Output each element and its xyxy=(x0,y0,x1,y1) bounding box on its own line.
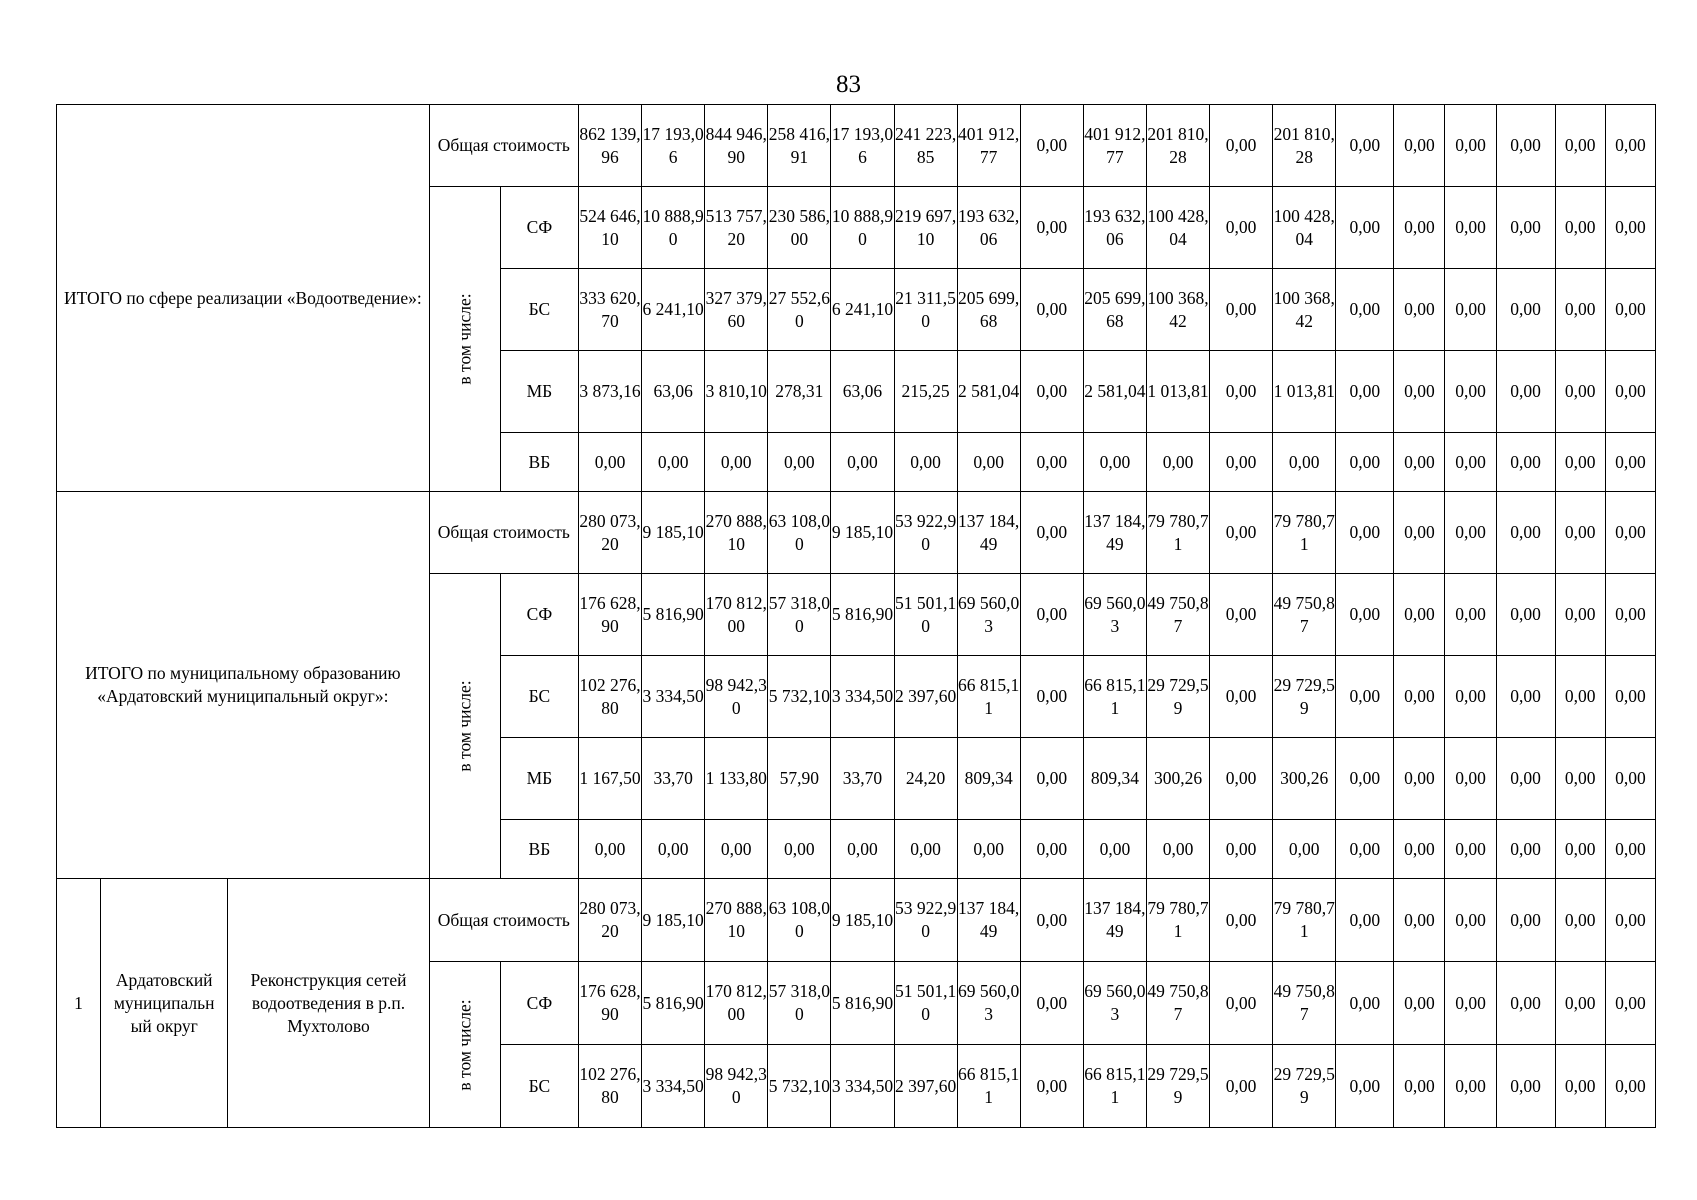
value-cell: 79 780,71 xyxy=(1273,492,1336,574)
value-cell: 0,00 xyxy=(1083,820,1146,879)
value-cell: 0,00 xyxy=(1020,492,1083,574)
in-that-number-text: в том числе: xyxy=(454,998,475,1091)
value-cell: 0,00 xyxy=(894,820,957,879)
value-cell: 0,00 xyxy=(1445,1045,1496,1128)
value-cell: 278,31 xyxy=(768,351,831,433)
value-cell: 9 185,10 xyxy=(642,492,705,574)
value-cell: 0,00 xyxy=(1210,879,1273,962)
value-cell: 29 729,59 xyxy=(1146,1045,1209,1128)
value-cell: 0,00 xyxy=(1496,738,1555,820)
value-cell: 205 699,68 xyxy=(1083,269,1146,351)
value-cell: 3 810,10 xyxy=(705,351,768,433)
value-cell: 102 276,80 xyxy=(578,1045,641,1128)
value-cell: 0,00 xyxy=(768,433,831,492)
fund-label: ВБ xyxy=(500,820,578,879)
value-cell: 300,26 xyxy=(1146,738,1209,820)
value-cell: 0,00 xyxy=(1210,492,1273,574)
value-cell: 0,00 xyxy=(1394,656,1445,738)
value-cell: 24,20 xyxy=(894,738,957,820)
value-cell: 0,00 xyxy=(1605,574,1655,656)
value-cell: 193 632,06 xyxy=(1083,187,1146,269)
value-cell: 137 184,49 xyxy=(957,492,1020,574)
value-cell: 53 922,90 xyxy=(894,879,957,962)
value-cell: 0,00 xyxy=(1555,574,1605,656)
value-cell: 401 912,77 xyxy=(1083,105,1146,187)
value-cell: 0,00 xyxy=(1394,574,1445,656)
value-cell: 0,00 xyxy=(1605,656,1655,738)
value-cell: 0,00 xyxy=(1605,351,1655,433)
value-cell: 0,00 xyxy=(1555,962,1605,1045)
value-cell: 2 397,60 xyxy=(894,656,957,738)
value-cell: 2 581,04 xyxy=(957,351,1020,433)
value-cell: 0,00 xyxy=(1394,187,1445,269)
fund-label: СФ xyxy=(500,962,578,1045)
value-cell: 0,00 xyxy=(1210,820,1273,879)
value-cell: 3 334,50 xyxy=(642,656,705,738)
value-cell: 63 108,00 xyxy=(768,492,831,574)
value-cell: 5 732,10 xyxy=(768,656,831,738)
total-cost-label: Общая стоимость xyxy=(429,879,578,962)
table-row xyxy=(57,492,1656,574)
value-cell: 0,00 xyxy=(1445,269,1496,351)
value-cell: 29 729,59 xyxy=(1273,1045,1336,1128)
value-cell: 0,00 xyxy=(1336,820,1394,879)
value-cell: 0,00 xyxy=(1394,879,1445,962)
fund-label: СФ xyxy=(500,574,578,656)
value-cell: 0,00 xyxy=(1605,269,1655,351)
value-cell: 69 560,03 xyxy=(957,574,1020,656)
value-cell: 809,34 xyxy=(957,738,1020,820)
value-cell: 66 815,11 xyxy=(1083,656,1146,738)
value-cell: 0,00 xyxy=(1146,433,1209,492)
fund-label: БС xyxy=(500,1045,578,1128)
value-cell: 0,00 xyxy=(1210,433,1273,492)
value-cell: 0,00 xyxy=(1496,351,1555,433)
value-cell: 3 334,50 xyxy=(831,656,894,738)
value-cell: 69 560,03 xyxy=(957,962,1020,1045)
value-cell: 0,00 xyxy=(1336,879,1394,962)
value-cell: 201 810,28 xyxy=(1146,105,1209,187)
value-cell: 3 873,16 xyxy=(578,351,641,433)
value-cell: 9 185,10 xyxy=(831,492,894,574)
value-cell: 0,00 xyxy=(1020,1045,1083,1128)
value-cell: 0,00 xyxy=(1020,656,1083,738)
value-cell: 0,00 xyxy=(1555,738,1605,820)
section-title: ИТОГО по муниципальному образованию «Ардатовский муниципальный округ»: xyxy=(57,492,430,879)
value-cell: 0,00 xyxy=(1210,351,1273,433)
value-cell: 280 073,20 xyxy=(578,879,641,962)
value-cell: 0,00 xyxy=(1083,433,1146,492)
value-cell: 844 946,90 xyxy=(705,105,768,187)
value-cell: 0,00 xyxy=(1020,351,1083,433)
value-cell: 193 632,06 xyxy=(957,187,1020,269)
value-cell: 57,90 xyxy=(768,738,831,820)
value-cell: 33,70 xyxy=(642,738,705,820)
value-cell: 10 888,90 xyxy=(831,187,894,269)
value-cell: 0,00 xyxy=(1445,879,1496,962)
value-cell: 0,00 xyxy=(1496,105,1555,187)
value-cell: 57 318,00 xyxy=(768,962,831,1045)
value-cell: 0,00 xyxy=(705,820,768,879)
in-that-number-text: в том числе: xyxy=(454,680,475,772)
value-cell: 0,00 xyxy=(1496,492,1555,574)
value-cell: 280 073,20 xyxy=(578,492,641,574)
value-cell: 2 397,60 xyxy=(894,1045,957,1128)
value-cell: 9 185,10 xyxy=(831,879,894,962)
in-that-number-label xyxy=(429,187,500,492)
value-cell: 100 428,04 xyxy=(1273,187,1336,269)
value-cell: 0,00 xyxy=(1210,269,1273,351)
value-cell: 0,00 xyxy=(768,820,831,879)
value-cell: 66 815,11 xyxy=(957,656,1020,738)
value-cell: 63,06 xyxy=(642,351,705,433)
project-name: Реконструкция сетей водоотведения в р.п. Мухтолово xyxy=(228,879,429,1128)
value-cell: 1 133,80 xyxy=(705,738,768,820)
value-cell: 100 368,42 xyxy=(1273,269,1336,351)
value-cell: 0,00 xyxy=(1555,351,1605,433)
value-cell: 3 334,50 xyxy=(831,1045,894,1128)
fund-label: ВБ xyxy=(500,433,578,492)
fund-label: МБ xyxy=(500,738,578,820)
value-cell: 0,00 xyxy=(1445,492,1496,574)
value-cell: 69 560,03 xyxy=(1083,962,1146,1045)
value-cell: 0,00 xyxy=(1555,879,1605,962)
value-cell: 0,00 xyxy=(1210,962,1273,1045)
value-cell: 49 750,87 xyxy=(1273,962,1336,1045)
value-cell: 0,00 xyxy=(1605,105,1655,187)
in-that-number-label xyxy=(429,574,500,879)
value-cell: 0,00 xyxy=(1555,105,1605,187)
value-cell: 0,00 xyxy=(1445,962,1496,1045)
value-cell: 219 697,10 xyxy=(894,187,957,269)
value-cell: 79 780,71 xyxy=(1146,879,1209,962)
value-cell: 0,00 xyxy=(642,820,705,879)
value-cell: 0,00 xyxy=(1020,574,1083,656)
value-cell: 170 812,00 xyxy=(705,962,768,1045)
value-cell: 513 757,20 xyxy=(705,187,768,269)
value-cell: 63,06 xyxy=(831,351,894,433)
value-cell: 0,00 xyxy=(1496,574,1555,656)
in-that-number-text: в том числе: xyxy=(454,293,475,385)
value-cell: 0,00 xyxy=(1146,820,1209,879)
value-cell: 0,00 xyxy=(1445,820,1496,879)
value-cell: 0,00 xyxy=(1210,1045,1273,1128)
value-cell: 0,00 xyxy=(1605,433,1655,492)
value-cell: 6 241,10 xyxy=(831,269,894,351)
value-cell: 49 750,87 xyxy=(1146,962,1209,1045)
value-cell: 0,00 xyxy=(642,433,705,492)
value-cell: 0,00 xyxy=(1445,574,1496,656)
value-cell: 0,00 xyxy=(1555,492,1605,574)
fund-label: БС xyxy=(500,656,578,738)
value-cell: 300,26 xyxy=(1273,738,1336,820)
value-cell: 0,00 xyxy=(1336,351,1394,433)
value-cell: 241 223,85 xyxy=(894,105,957,187)
value-cell: 0,00 xyxy=(1394,492,1445,574)
value-cell: 0,00 xyxy=(1496,269,1555,351)
value-cell: 137 184,49 xyxy=(1083,492,1146,574)
value-cell: 3 334,50 xyxy=(642,1045,705,1128)
value-cell: 0,00 xyxy=(1394,738,1445,820)
value-cell: 1 013,81 xyxy=(1273,351,1336,433)
value-cell: 17 193,06 xyxy=(642,105,705,187)
value-cell: 9 185,10 xyxy=(642,879,705,962)
value-cell: 57 318,00 xyxy=(768,574,831,656)
value-cell: 333 620,70 xyxy=(578,269,641,351)
value-cell: 0,00 xyxy=(578,433,641,492)
value-cell: 0,00 xyxy=(1445,351,1496,433)
value-cell: 0,00 xyxy=(1273,820,1336,879)
value-cell: 51 501,10 xyxy=(894,574,957,656)
value-cell: 0,00 xyxy=(1605,1045,1655,1128)
value-cell: 0,00 xyxy=(1605,187,1655,269)
value-cell: 0,00 xyxy=(1496,433,1555,492)
value-cell: 0,00 xyxy=(1210,105,1273,187)
value-cell: 0,00 xyxy=(1394,820,1445,879)
value-cell: 0,00 xyxy=(1496,820,1555,879)
value-cell: 0,00 xyxy=(1394,105,1445,187)
value-cell: 524 646,10 xyxy=(578,187,641,269)
value-cell: 100 428,04 xyxy=(1146,187,1209,269)
value-cell: 0,00 xyxy=(1210,738,1273,820)
value-cell: 0,00 xyxy=(1336,105,1394,187)
value-cell: 862 139,96 xyxy=(578,105,641,187)
value-cell: 0,00 xyxy=(1020,879,1083,962)
value-cell: 0,00 xyxy=(1555,433,1605,492)
value-cell: 176 628,90 xyxy=(578,574,641,656)
value-cell: 809,34 xyxy=(1083,738,1146,820)
value-cell: 6 241,10 xyxy=(642,269,705,351)
fund-label: СФ xyxy=(500,187,578,269)
value-cell: 1 013,81 xyxy=(1146,351,1209,433)
value-cell: 0,00 xyxy=(1210,656,1273,738)
value-cell: 0,00 xyxy=(1020,738,1083,820)
value-cell: 0,00 xyxy=(1496,879,1555,962)
value-cell: 27 552,60 xyxy=(768,269,831,351)
value-cell: 401 912,77 xyxy=(957,105,1020,187)
section-title: ИТОГО по сфере реализации «Водоотведение»: xyxy=(57,105,430,492)
value-cell: 0,00 xyxy=(1336,656,1394,738)
value-cell: 0,00 xyxy=(1555,269,1605,351)
value-cell: 0,00 xyxy=(1020,269,1083,351)
value-cell: 201 810,28 xyxy=(1273,105,1336,187)
value-cell: 49 750,87 xyxy=(1273,574,1336,656)
value-cell: 0,00 xyxy=(1336,962,1394,1045)
value-cell: 137 184,49 xyxy=(1083,879,1146,962)
fund-label: БС xyxy=(500,269,578,351)
value-cell: 0,00 xyxy=(957,433,1020,492)
value-cell: 29 729,59 xyxy=(1146,656,1209,738)
value-cell: 0,00 xyxy=(1555,1045,1605,1128)
value-cell: 0,00 xyxy=(1394,351,1445,433)
value-cell: 69 560,03 xyxy=(1083,574,1146,656)
value-cell: 0,00 xyxy=(1496,656,1555,738)
value-cell: 63 108,00 xyxy=(768,879,831,962)
value-cell: 79 780,71 xyxy=(1146,492,1209,574)
value-cell: 0,00 xyxy=(1605,492,1655,574)
value-cell: 230 586,00 xyxy=(768,187,831,269)
value-cell: 0,00 xyxy=(578,820,641,879)
value-cell: 5 816,90 xyxy=(831,962,894,1045)
value-cell: 0,00 xyxy=(1394,1045,1445,1128)
value-cell: 0,00 xyxy=(1445,656,1496,738)
value-cell: 29 729,59 xyxy=(1273,656,1336,738)
value-cell: 17 193,06 xyxy=(831,105,894,187)
value-cell: 5 816,90 xyxy=(831,574,894,656)
value-cell: 0,00 xyxy=(1336,574,1394,656)
value-cell: 66 815,11 xyxy=(1083,1045,1146,1128)
value-cell: 21 311,50 xyxy=(894,269,957,351)
value-cell: 0,00 xyxy=(1605,738,1655,820)
value-cell: 0,00 xyxy=(1394,269,1445,351)
value-cell: 0,00 xyxy=(1020,820,1083,879)
value-cell: 0,00 xyxy=(1336,187,1394,269)
value-cell: 0,00 xyxy=(1445,738,1496,820)
value-cell: 51 501,10 xyxy=(894,962,957,1045)
value-cell: 0,00 xyxy=(1445,433,1496,492)
value-cell: 0,00 xyxy=(1210,574,1273,656)
value-cell: 0,00 xyxy=(1336,492,1394,574)
value-cell: 137 184,49 xyxy=(957,879,1020,962)
value-cell: 0,00 xyxy=(1496,1045,1555,1128)
value-cell: 327 379,60 xyxy=(705,269,768,351)
value-cell: 5 732,10 xyxy=(768,1045,831,1128)
value-cell: 215,25 xyxy=(894,351,957,433)
value-cell: 0,00 xyxy=(705,433,768,492)
table-row xyxy=(57,879,1656,962)
value-cell: 0,00 xyxy=(1020,187,1083,269)
value-cell: 0,00 xyxy=(1605,820,1655,879)
total-cost-label: Общая стоимость xyxy=(429,105,578,187)
value-cell: 98 942,30 xyxy=(705,656,768,738)
project-number: 1 xyxy=(57,879,101,1128)
value-cell: 10 888,90 xyxy=(642,187,705,269)
table-row xyxy=(57,105,1656,187)
value-cell: 0,00 xyxy=(1336,433,1394,492)
value-cell: 0,00 xyxy=(1394,962,1445,1045)
value-cell: 0,00 xyxy=(1555,656,1605,738)
value-cell: 0,00 xyxy=(1394,433,1445,492)
value-cell: 0,00 xyxy=(1020,105,1083,187)
value-cell: 205 699,68 xyxy=(957,269,1020,351)
value-cell: 0,00 xyxy=(1496,187,1555,269)
value-cell: 0,00 xyxy=(1605,879,1655,962)
value-cell: 0,00 xyxy=(1020,433,1083,492)
total-cost-label: Общая стоимость xyxy=(429,492,578,574)
value-cell: 0,00 xyxy=(957,820,1020,879)
value-cell: 270 888,10 xyxy=(705,492,768,574)
value-cell: 170 812,00 xyxy=(705,574,768,656)
value-cell: 49 750,87 xyxy=(1146,574,1209,656)
value-cell: 258 416,91 xyxy=(768,105,831,187)
value-cell: 0,00 xyxy=(1273,433,1336,492)
value-cell: 0,00 xyxy=(1445,105,1496,187)
value-cell: 102 276,80 xyxy=(578,656,641,738)
page-number: 83 xyxy=(836,71,861,98)
value-cell: 2 581,04 xyxy=(1083,351,1146,433)
value-cell: 79 780,71 xyxy=(1273,879,1336,962)
value-cell: 176 628,90 xyxy=(578,962,641,1045)
value-cell: 0,00 xyxy=(1555,187,1605,269)
project-municipality: Ардатовский муниципальный округ xyxy=(101,879,228,1128)
value-cell: 100 368,42 xyxy=(1146,269,1209,351)
value-cell: 0,00 xyxy=(1336,1045,1394,1128)
value-cell: 0,00 xyxy=(831,433,894,492)
value-cell: 0,00 xyxy=(1445,187,1496,269)
value-cell: 0,00 xyxy=(1555,820,1605,879)
value-cell: 5 816,90 xyxy=(642,574,705,656)
value-cell: 53 922,90 xyxy=(894,492,957,574)
value-cell: 0,00 xyxy=(1496,962,1555,1045)
value-cell: 0,00 xyxy=(1020,962,1083,1045)
value-cell: 0,00 xyxy=(1605,962,1655,1045)
value-cell: 0,00 xyxy=(1336,738,1394,820)
in-that-number-label xyxy=(429,962,500,1128)
value-cell: 0,00 xyxy=(1210,187,1273,269)
financing-table xyxy=(56,104,1656,1128)
value-cell: 1 167,50 xyxy=(578,738,641,820)
value-cell: 5 816,90 xyxy=(642,962,705,1045)
fund-label: МБ xyxy=(500,351,578,433)
value-cell: 270 888,10 xyxy=(705,879,768,962)
value-cell: 0,00 xyxy=(831,820,894,879)
value-cell: 0,00 xyxy=(1336,269,1394,351)
value-cell: 66 815,11 xyxy=(957,1045,1020,1128)
value-cell: 98 942,30 xyxy=(705,1045,768,1128)
value-cell: 0,00 xyxy=(894,433,957,492)
value-cell: 33,70 xyxy=(831,738,894,820)
